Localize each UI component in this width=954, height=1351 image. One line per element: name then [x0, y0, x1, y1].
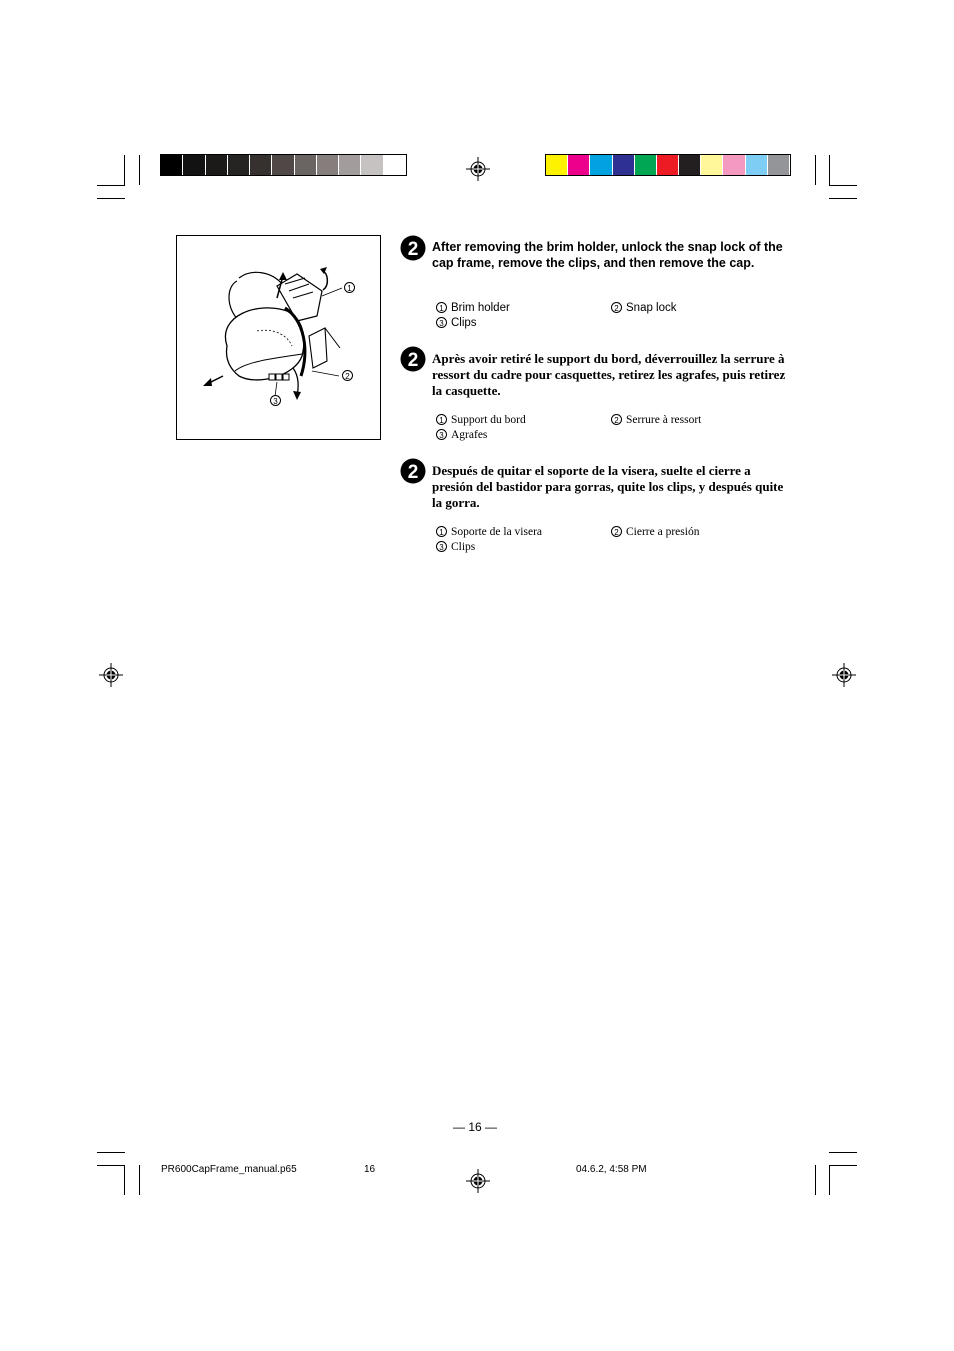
crop-mark	[829, 1165, 830, 1195]
part-label	[436, 525, 542, 540]
color-swatch	[546, 155, 567, 175]
part-label	[436, 428, 487, 443]
part-label	[436, 540, 475, 555]
instruction-heading-en: After removing the brim holder, unlock the snap lock of the cap frame, remove the clips, and then remove the cap.	[432, 240, 783, 270]
color-swatch	[295, 155, 316, 175]
footer-page: 16	[364, 1164, 376, 1175]
color-swatch	[339, 155, 360, 175]
color-swatch	[635, 155, 656, 175]
crop-mark	[97, 1152, 125, 1153]
part-text: Support du bord	[451, 414, 526, 426]
part-text: Soporte de la visera	[451, 526, 543, 538]
crop-mark	[829, 155, 830, 185]
color-swatch	[657, 155, 678, 175]
color-swatch	[384, 155, 405, 175]
part-text: Clips	[451, 541, 476, 553]
part-number: 3	[436, 541, 447, 552]
registration-mark-icon	[466, 157, 490, 181]
part-number: 2	[611, 302, 622, 313]
crop-mark	[829, 198, 857, 199]
registration-mark-icon	[832, 663, 856, 687]
part-text: Agrafes	[451, 429, 488, 441]
color-swatch	[568, 155, 589, 175]
crop-mark	[97, 185, 125, 186]
color-swatch	[679, 155, 700, 175]
crop-mark	[815, 155, 816, 185]
crop-mark	[829, 1165, 857, 1166]
crop-mark	[124, 1165, 125, 1195]
color-swatch	[746, 155, 767, 175]
part-number: 3	[436, 429, 447, 440]
part-number: 3	[436, 317, 447, 328]
color-swatch	[768, 155, 789, 175]
crop-mark	[139, 1165, 140, 1195]
color-swatch	[613, 155, 634, 175]
color-swatch	[183, 155, 204, 175]
part-label	[611, 413, 701, 428]
color-swatch	[590, 155, 611, 175]
color-swatch	[701, 155, 722, 175]
grayscale-calibration-bar	[160, 154, 407, 176]
part-number: 2	[611, 414, 622, 425]
part-text: Brim holder	[451, 302, 510, 314]
crop-mark	[97, 1165, 125, 1166]
crop-mark	[97, 198, 125, 199]
step-number: 2	[407, 350, 419, 371]
crop-mark	[124, 155, 125, 185]
callout-3: 3	[270, 395, 281, 406]
part-number: 1	[436, 302, 447, 313]
part-label	[611, 525, 699, 540]
part-text: Clips	[451, 317, 477, 329]
step-number-badge	[400, 235, 426, 261]
color-swatch	[161, 155, 182, 175]
part-label	[436, 316, 477, 331]
footer-filename: PR600CapFrame_manual.p65	[161, 1164, 297, 1175]
color-swatch	[228, 155, 249, 175]
callout-2: 2	[342, 370, 353, 381]
crop-mark	[139, 155, 140, 185]
color-calibration-bar	[545, 154, 791, 176]
step-number-badge	[400, 346, 426, 372]
part-label	[436, 413, 526, 428]
part-label	[611, 301, 677, 316]
crop-mark	[829, 1152, 857, 1153]
part-label	[436, 301, 510, 316]
color-swatch	[206, 155, 227, 175]
part-text: Serrure à ressort	[626, 414, 702, 426]
part-number: 1	[436, 414, 447, 425]
callout-1: 1	[344, 282, 355, 293]
crop-mark	[815, 1165, 816, 1195]
crop-mark	[829, 185, 857, 186]
color-swatch	[272, 155, 293, 175]
color-swatch	[361, 155, 382, 175]
registration-mark-icon	[466, 1169, 490, 1193]
color-swatch	[723, 155, 744, 175]
page-number: — 16 —	[452, 1120, 497, 1134]
step-number: 2	[407, 239, 419, 260]
color-swatch	[317, 155, 338, 175]
part-text: Cierre a presión	[626, 526, 700, 538]
instruction-heading-es: Después de quitar el soporte de la visera, suelte el cierre a presión del bastidor para gorras, quite los clips, y después quite la gorra.	[432, 463, 784, 510]
cap-frame-drawing	[177, 236, 380, 439]
step-number: 2	[407, 462, 419, 483]
instruction-heading-fr: Après avoir retiré le support du bord, déverrouillez la serrure à ressort du cadre pour casquettes, retirez les agrafes, puis retirez la casquette.	[432, 351, 786, 398]
cap-removal-illustration	[176, 235, 381, 440]
step-number-badge	[400, 458, 426, 484]
part-number: 2	[611, 526, 622, 537]
footer-timestamp: 04.6.2, 4:58 PM	[576, 1164, 647, 1175]
registration-mark-icon	[99, 663, 123, 687]
part-text: Snap lock	[626, 302, 677, 314]
part-number: 1	[436, 526, 447, 537]
color-swatch	[250, 155, 271, 175]
